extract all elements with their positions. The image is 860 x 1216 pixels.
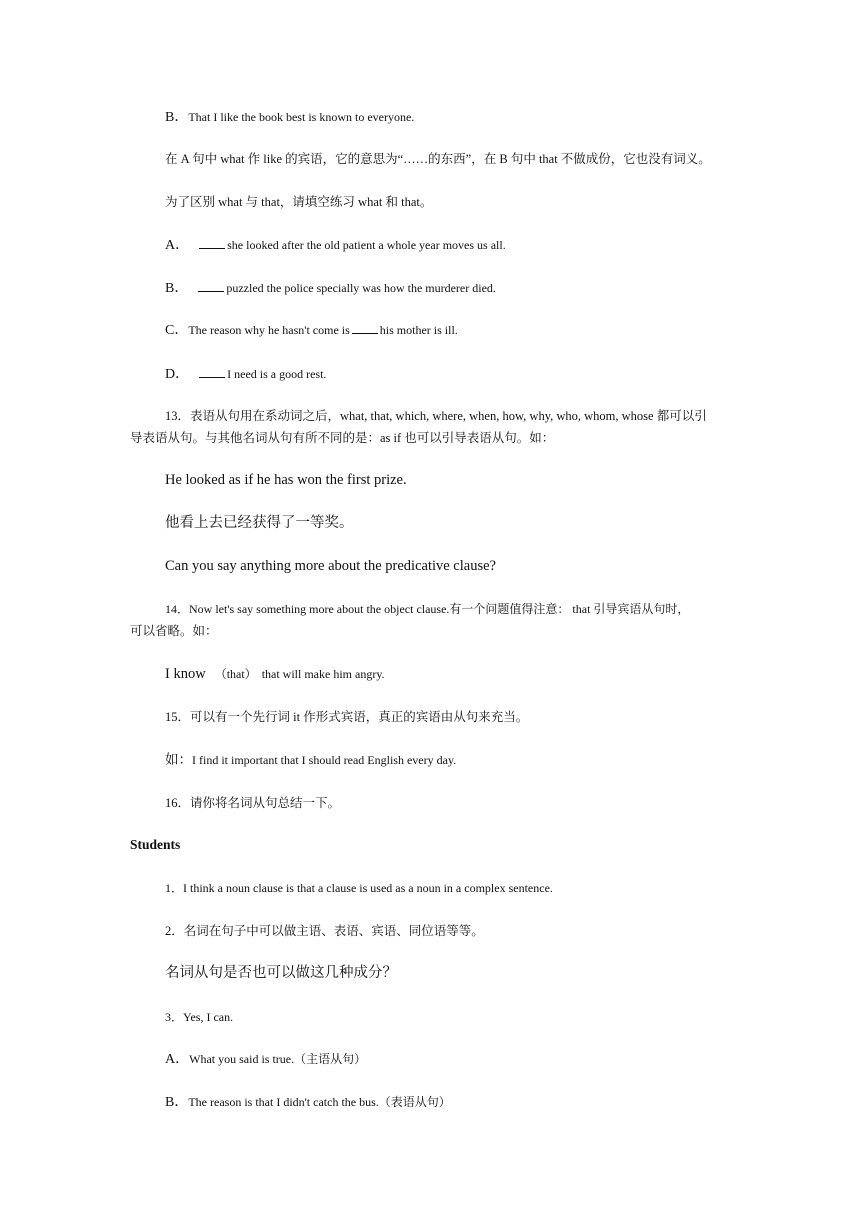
point-13-line1: 13．表语从句用在系动词之后，what, that, which, where, when, how, why, who, whom, whose 都可以引 <box>165 409 707 423</box>
exercise-c-line <box>165 322 458 339</box>
example-predicative-clause-line <box>165 1094 451 1111</box>
item-label: A． <box>165 238 190 253</box>
example-formal-object-line <box>165 752 456 768</box>
sentence-text: that will make him angry. <box>261 667 385 681</box>
sentence-text: That I like the book best is known to everyone. <box>188 110 415 124</box>
student-answer-3: 3．Yes, I can. <box>165 1010 234 1024</box>
fill-blank[interactable] <box>199 366 225 378</box>
student-answer-1: 1．I think a noun clause is that a clause is used as a noun in a complex sentence. <box>165 881 553 895</box>
section-heading-students: Students <box>130 837 181 852</box>
example-translation: 他看上去已经获得了一等奖。 <box>165 515 354 531</box>
example-sentence: He looked as if he has won the first prize. <box>165 472 407 488</box>
example-omission-line <box>165 666 385 682</box>
item-label: 如： <box>165 752 192 767</box>
item-label: D． <box>165 367 190 382</box>
sentence-text: I find it important that I should read English every day. <box>192 753 457 767</box>
sentence-text: she looked after the old patient a whole year moves us all. <box>227 238 506 252</box>
optional-word: （that） <box>214 667 257 681</box>
example-b-line <box>165 109 414 126</box>
question-line: Can you say anything more about the predicative clause? <box>165 558 496 574</box>
point-14-line2: 可以省略。如： <box>130 624 218 638</box>
point-15-line: 15．可以有一个先行词 it 作形式宾语，真正的宾语由从句来充当。 <box>165 710 529 724</box>
sentence-prefix: The reason why he hasn't come is <box>188 323 350 337</box>
point-13-line2: 导表语从句。与其他名词从句有所不同的是：as if 也可以引导表语从句。如： <box>130 431 555 445</box>
sentence-prefix: I know <box>165 666 206 682</box>
exercise-b-line <box>165 280 496 297</box>
point-16-line: 16．请你将名词从句总结一下。 <box>165 796 341 810</box>
example-subject-clause-line <box>165 1051 366 1068</box>
student-question: 名词从句是否也可以做这几种成分？ <box>165 965 397 981</box>
sentence-text: his mother is ill. <box>379 323 458 337</box>
fill-blank[interactable] <box>199 237 225 249</box>
point-14-line1: 14．Now let's say something more about the object clause.有一个问题值得注意： that 引导宾语从句时， <box>165 602 690 616</box>
sentence-text: puzzled the police specially was how the murderer died. <box>226 281 496 295</box>
fill-blank[interactable] <box>352 322 378 334</box>
explanation-line: 在 A 句中 what 作 like 的宾语，它的意思为“……的东西”，在 B 句中 that 不做成份，它也没有词义。 <box>165 152 711 166</box>
exercise-a-line <box>165 237 506 254</box>
item-label: C． <box>165 323 189 338</box>
item-label: B． <box>165 281 189 296</box>
item-label: B． <box>165 110 189 125</box>
sentence-text: What you said is true.（主语从句） <box>189 1052 367 1066</box>
sentence-text: The reason is that I didn't catch the bus.（表语从句） <box>188 1095 451 1109</box>
fill-blank[interactable] <box>198 280 224 292</box>
sentence-text: I need is a good rest. <box>227 367 327 381</box>
item-label: B． <box>165 1095 189 1110</box>
student-answer-2: 2．名词在句子中可以做主语、表语、宾语、同位语等等。 <box>165 924 484 938</box>
exercise-intro-line: 为了区别 what 与 that，请填空练习 what 和 that。 <box>165 195 433 209</box>
item-label: A． <box>165 1052 190 1067</box>
exercise-d-line <box>165 366 326 383</box>
